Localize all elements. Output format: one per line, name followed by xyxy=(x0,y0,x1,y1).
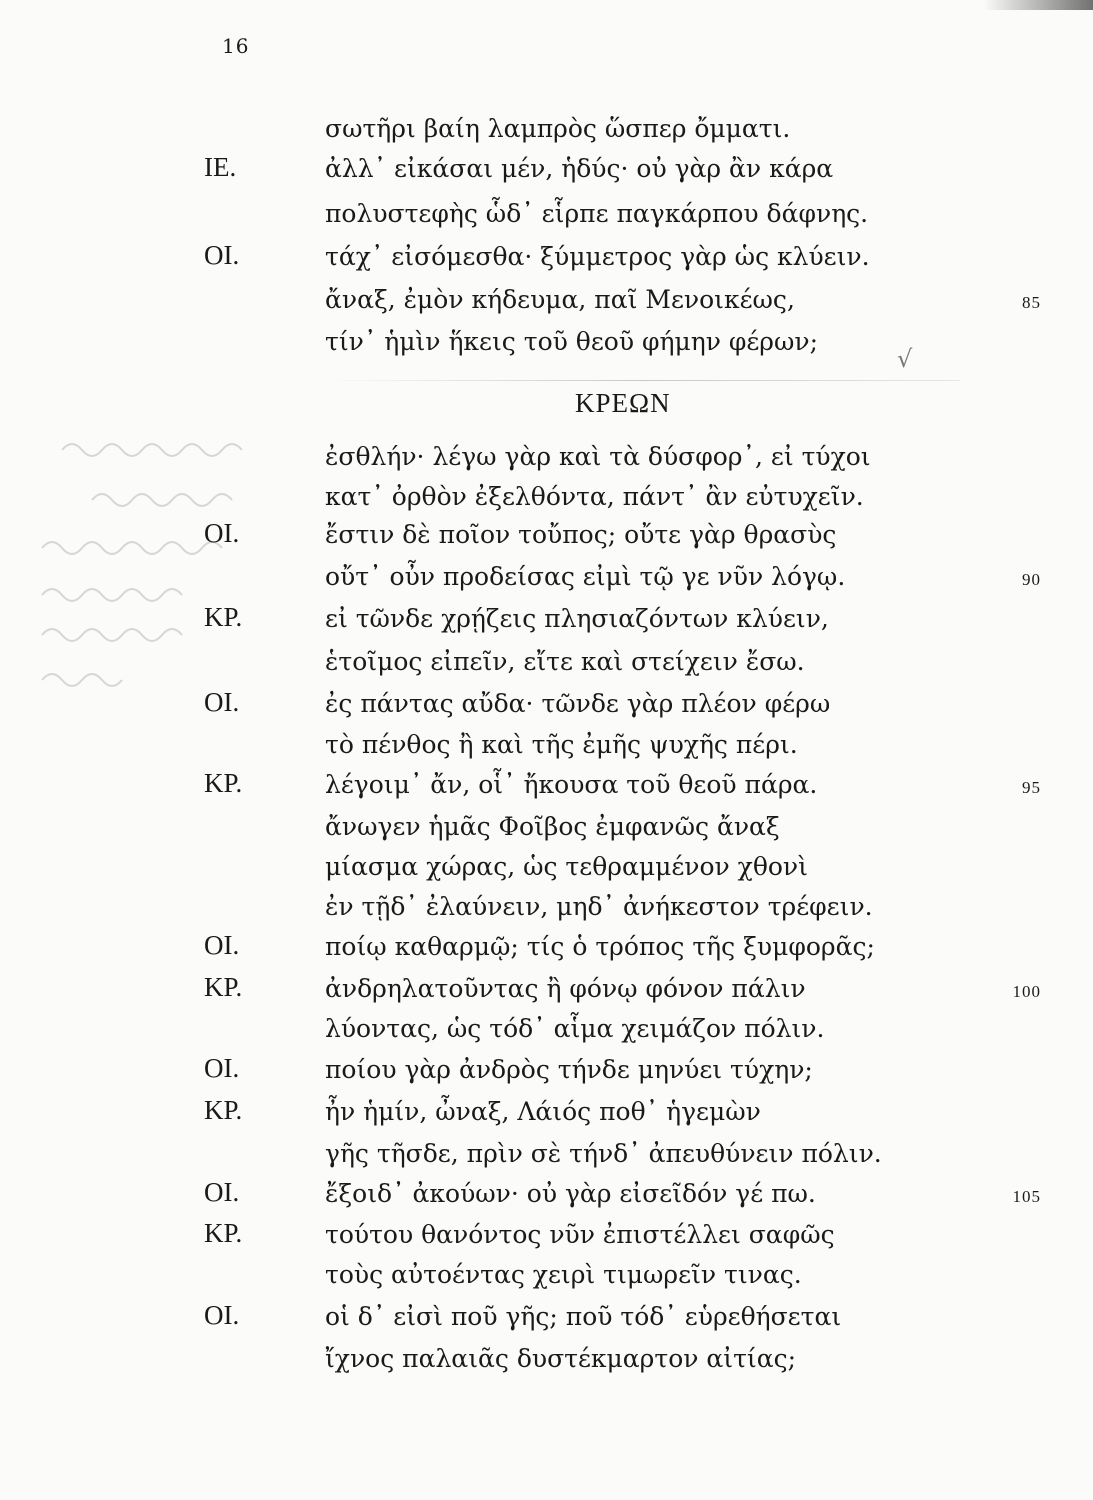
speaker-label: ΚΡ. xyxy=(204,768,243,798)
verse-line xyxy=(0,768,1093,810)
speaker-label: ΙΕ. xyxy=(204,152,237,182)
verse-line xyxy=(0,930,1093,972)
handwritten-check-mark: √ xyxy=(897,345,913,373)
verse-text: ἐν τῇδ᾽ ἐλαύνειν, μηδ᾽ ἀνήκεστον τρέφειν. xyxy=(325,892,873,921)
line-number: 105 xyxy=(1012,1187,1041,1206)
verse-text: ποίῳ καθαρμῷ; τίς ὁ τρόπος τῆς ξυμφορᾶς; xyxy=(325,932,875,961)
verse-text: ἐσθλήν· λέγω γὰρ καὶ τὰ δύσφορ᾽, εἰ τύχοι xyxy=(325,442,871,471)
verse-line xyxy=(0,890,1093,932)
verse-line xyxy=(0,1053,1093,1095)
verse-line xyxy=(0,810,1093,852)
verse-line xyxy=(0,1177,1093,1219)
verse-text: ποίου γὰρ ἀνδρὸς τήνδε μηνύει τύχην; xyxy=(325,1055,813,1084)
verse-text: τοὺς αὐτοέντας χειρὶ τιμωρεῖν τινας. xyxy=(325,1260,802,1289)
verse-text: κατ᾽ ὀρθὸν ἐξελθόντα, πάντ᾽ ἂν εὐτυχεῖν. xyxy=(325,482,864,511)
verse-line xyxy=(0,283,1093,325)
verse-line xyxy=(0,728,1093,770)
line-number: 100 xyxy=(1012,982,1041,1001)
verse-line xyxy=(0,325,1093,367)
verse-line xyxy=(0,197,1093,239)
verse-line xyxy=(0,240,1093,282)
verse-text: ἀλλ᾽ εἰκάσαι μέν, ἡδύς· οὐ γὰρ ἂν κάρα xyxy=(325,154,834,183)
page-number: 16 xyxy=(222,34,250,58)
verse-line xyxy=(0,850,1093,892)
speaker-label: ΟΙ. xyxy=(204,930,240,960)
verse-text: ἔστιν δὲ ποῖον τοὔπος; οὔτε γὰρ θρασὺς xyxy=(325,520,837,549)
verse-line xyxy=(0,1137,1093,1179)
section-divider xyxy=(320,380,960,381)
verse-line xyxy=(0,152,1093,194)
speaker-label: ΚΡ. xyxy=(204,1095,243,1125)
verse-text: ἑτοῖμος εἰπεῖν, εἴτε καὶ στείχειν ἔσω. xyxy=(325,647,805,676)
verse-line xyxy=(0,440,1093,482)
verse-line xyxy=(0,1258,1093,1300)
speaker-label: ΟΙ. xyxy=(204,687,240,717)
verse-text: ἔξοιδ᾽ ἀκούων· οὐ γὰρ εἰσεῖδόν γέ πω. xyxy=(325,1179,816,1208)
verse-text: ἦν ἡμίν, ὦναξ, Λάιός ποθ᾽ ἡγεμὼν xyxy=(325,1097,761,1126)
verse-text: λύοντας, ὡς τόδ᾽ αἷμα χειμάζον πόλιν. xyxy=(325,1014,825,1043)
verse-text: τούτου θανόντος νῦν ἐπιστέλλει σαφῶς xyxy=(325,1220,835,1249)
verse-line xyxy=(0,687,1093,729)
speaker-label: ΟΙ. xyxy=(204,1177,240,1207)
verse-line xyxy=(0,602,1093,644)
verse-line xyxy=(0,112,1093,154)
verse-line xyxy=(0,1012,1093,1054)
verse-text: λέγοιμ᾽ ἄν, οἷ᾽ ἤκουσα τοῦ θεοῦ πάρα. xyxy=(325,770,818,799)
scan-edge-shadow xyxy=(983,0,1093,10)
line-number: 90 xyxy=(1022,570,1041,589)
verse-text: ἀνδρηλατοῦντας ἢ φόνῳ φόνον πάλιν xyxy=(325,974,806,1003)
speaker-label: ΚΡ. xyxy=(204,602,243,632)
verse-text: οἱ δ᾽ εἰσὶ ποῦ γῆς; ποῦ τόδ᾽ εὑρεθήσεται xyxy=(325,1302,842,1331)
verse-text: εἰ τῶνδε χρῄζεις πλησιαζόντων κλύειν, xyxy=(325,604,829,633)
speaker-label: ΟΙ. xyxy=(204,518,240,548)
verse-text: τίν᾽ ἡμὶν ἥκεις τοῦ θεοῦ φήμην φέρων; xyxy=(325,327,818,356)
verse-text: τάχ᾽ εἰσόμεσθα· ξύμμετρος γὰρ ὡς κλύειν. xyxy=(325,242,870,271)
speaker-label: ΚΡ. xyxy=(204,972,243,1002)
verse-line xyxy=(0,560,1093,602)
speaker-label: ΟΙ. xyxy=(204,240,240,270)
verse-text: πολυστεφὴς ὧδ᾽ εἷρπε παγκάρπου δάφνης. xyxy=(325,199,869,228)
verse-line xyxy=(0,972,1093,1014)
verse-line xyxy=(0,645,1093,687)
verse-text: οὔτ᾽ οὖν προδείσας εἰμὶ τῷ γε νῦν λόγῳ. xyxy=(325,562,846,591)
verse-line xyxy=(0,480,1093,522)
speaker-label: ΟΙ. xyxy=(204,1053,240,1083)
verse-line xyxy=(0,1218,1093,1260)
verse-text: γῆς τῆσδε, πρὶν σὲ τήνδ᾽ ἀπευθύνειν πόλιν. xyxy=(325,1139,882,1168)
verse-text: σωτῆρι βαίη λαμπρὸς ὥσπερ ὄμματι. xyxy=(325,114,791,143)
verse-text: μίασμα χώρας, ὡς τεθραμμένον χθονὶ xyxy=(325,852,808,881)
verse-line xyxy=(0,1300,1093,1342)
verse-line xyxy=(0,518,1093,560)
verse-line xyxy=(0,1342,1093,1384)
verse-text: ἴχνος παλαιᾶς δυστέκμαρτον αἰτίας; xyxy=(325,1344,797,1373)
speaker-heading: ΚΡΕΩΝ xyxy=(575,388,671,418)
verse-text: ἄνωγεν ἡμᾶς Φοῖβος ἐμφανῶς ἄναξ xyxy=(325,812,780,841)
speaker-label: ΟΙ. xyxy=(204,1300,240,1330)
verse-text: ἐς πάντας αὔδα· τῶνδε γὰρ πλέον φέρω xyxy=(325,689,831,718)
speaker-label: ΚΡ. xyxy=(204,1218,243,1248)
line-number: 95 xyxy=(1022,778,1041,797)
line-number: 85 xyxy=(1022,293,1041,312)
verse-text: τὸ πένθος ἢ καὶ τῆς ἐμῆς ψυχῆς πέρι. xyxy=(325,730,798,759)
verse-text: ἄναξ, ἐμὸν κήδευμα, παῖ Μενοικέως, xyxy=(325,285,795,314)
verse-line xyxy=(0,1095,1093,1137)
